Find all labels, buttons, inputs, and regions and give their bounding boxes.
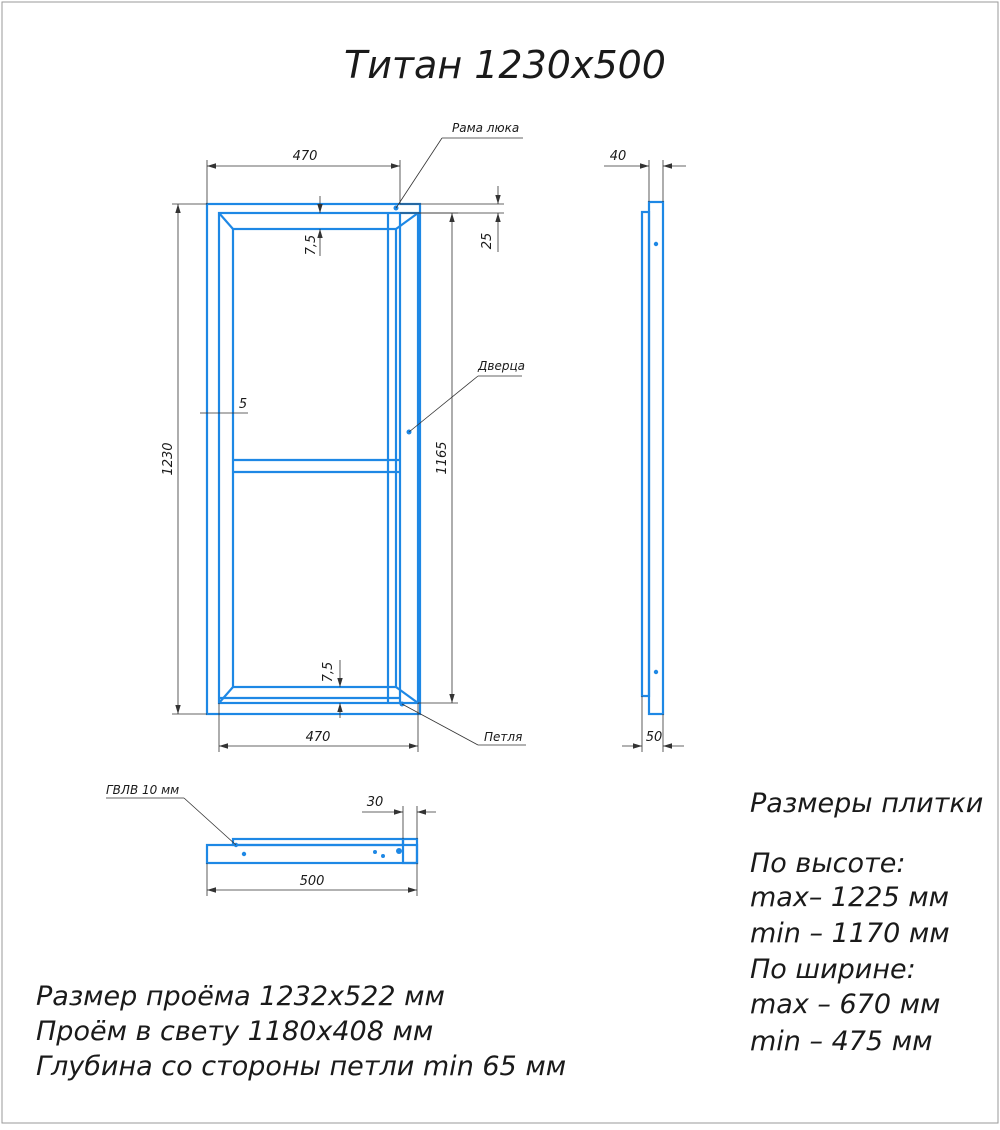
dim-section-width: 500 [299, 874, 325, 889]
tile-width-min: min – 475 мм [750, 1026, 933, 1057]
tile-height-label: По высоте: [750, 848, 906, 879]
callout-frame: Рама люка [452, 121, 520, 135]
leader-line [184, 798, 236, 845]
tile-height-min: min – 1170 мм [750, 918, 950, 949]
bevel-line [219, 213, 233, 229]
leader-line [402, 704, 478, 745]
dim-width-bottom: 470 [305, 730, 331, 745]
section-pivot-point [396, 848, 402, 854]
section-body-outline [207, 845, 417, 863]
side-screw-point [654, 242, 658, 246]
side-rebate-outline [642, 212, 649, 696]
dim-top-offset: 25 [480, 232, 495, 250]
section-view [106, 783, 436, 896]
section-screw-point [242, 852, 246, 856]
tile-height-max: max– 1225 мм [750, 882, 949, 913]
dim-height-total: 1230 [161, 442, 176, 476]
door-outline [233, 229, 396, 687]
leader-line [396, 138, 442, 208]
tile-heading: Размеры плитки [750, 788, 984, 819]
callout-door: Дверца [478, 359, 525, 373]
side-panel-outline [649, 202, 663, 714]
callout-board: ГВЛВ 10 мм [106, 783, 180, 797]
note-clear-opening: Проём в свету 1180x408 мм [36, 1016, 434, 1047]
bevel-line [219, 687, 233, 703]
side-screw-point [654, 670, 658, 674]
section-board-outline [233, 839, 403, 845]
dim-depth-top: 40 [609, 149, 627, 164]
front-view [161, 121, 526, 752]
dim-height-inner: 1165 [435, 441, 450, 475]
dim-width-top: 470 [292, 149, 318, 164]
note-opening-size: Размер проёма 1232x522 мм [36, 981, 445, 1012]
drawing-title: Титан 1230x500 [344, 43, 666, 87]
dim-depth-bottom: 50 [645, 730, 663, 745]
side-view [604, 149, 686, 752]
tile-width-max: max – 670 мм [750, 989, 941, 1020]
dim-section-offset: 30 [366, 795, 384, 810]
callout-hinge: Петля [484, 730, 523, 744]
note-hinge-depth: Глубина со стороны петли min 65 мм [36, 1051, 567, 1082]
tile-width-label: По ширине: [750, 954, 916, 985]
dim-frame-top: 7,5 [304, 234, 319, 256]
section-screw-point [373, 850, 377, 854]
tile-sizes [750, 788, 983, 1057]
section-hinge-outline [403, 839, 417, 863]
dim-frame-bottom: 7,5 [321, 661, 336, 683]
dim-gap-left: 5 [238, 397, 248, 412]
opening-notes [36, 981, 566, 1082]
section-screw-point [381, 854, 385, 858]
